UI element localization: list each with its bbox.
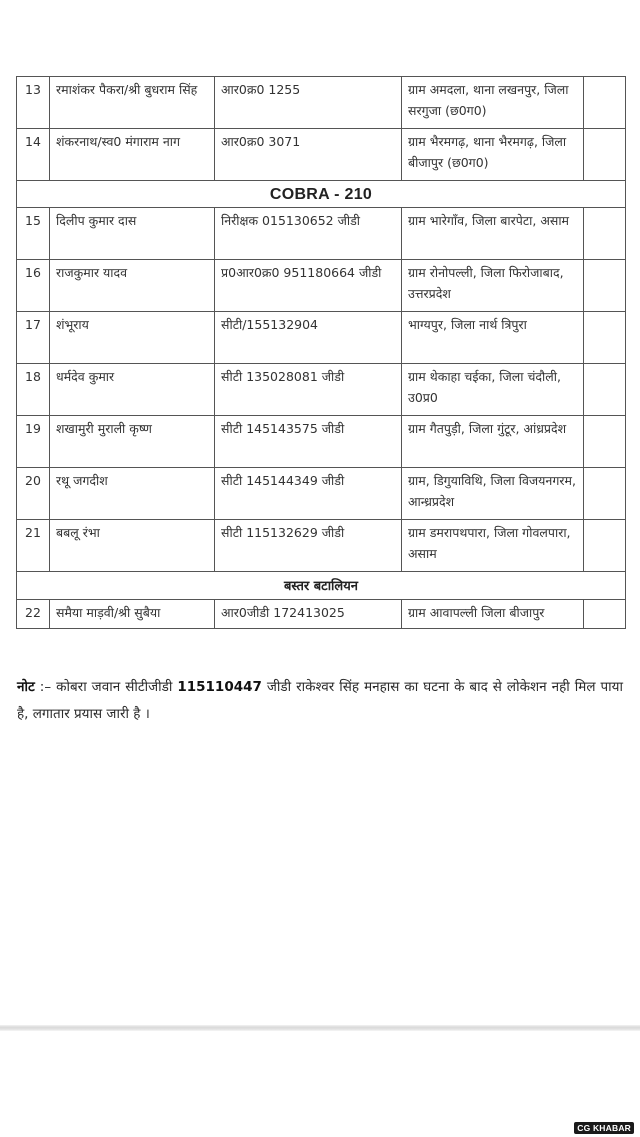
section-header-bastar [17, 572, 626, 600]
person-name: दिलीप कुमार दास [50, 208, 215, 260]
table-row [17, 129, 626, 181]
serial-number: 21 [17, 520, 50, 572]
person-name: समैया माड़वी/श्री सुबैया [50, 600, 215, 629]
service-id: प्र0आर0क्र0 951180664 जीडी [215, 260, 402, 312]
service-id: निरीक्षक 015130652 जीडी [215, 208, 402, 260]
serial-number: 13 [17, 77, 50, 129]
serial-number: 19 [17, 416, 50, 468]
address: ग्राम डमरापथपारा, जिला गोवलपारा, असाम [402, 520, 584, 572]
remark [584, 364, 626, 416]
person-name: रमाशंकर पैकरा/श्री बुधराम सिंह [50, 77, 215, 129]
note-separator: :– [34, 679, 57, 695]
person-name: राजकुमार यादव [50, 260, 215, 312]
address: ग्राम भारेगाँव, जिला बारपेटा, असाम [402, 208, 584, 260]
service-id: सीटी 115132629 जीडी [215, 520, 402, 572]
remark [584, 77, 626, 129]
service-id: सीटी 145144349 जीडी [215, 468, 402, 520]
table-row [17, 312, 626, 364]
remark [584, 312, 626, 364]
table-row [17, 364, 626, 416]
service-id: सीटी/155132904 [215, 312, 402, 364]
serial-number: 17 [17, 312, 50, 364]
address: भाग्यपुर, जिला नार्थ त्रिपुरा [402, 312, 584, 364]
address: ग्राम भैरमगढ़, थाना भैरमगढ़, जिला बीजापुर (छ0ग0) [402, 129, 584, 181]
table-row [17, 600, 626, 629]
person-name: शंकरनाथ/स्व0 मंगाराम नाग [50, 129, 215, 181]
address: ग्राम गैतपुड़ी, जिला गुंटूर, आंध्रप्रदेश [402, 416, 584, 468]
section-title: बस्तर बटालियन [283, 579, 358, 594]
casualty-table [16, 76, 626, 629]
person-name: शंभूराय [50, 312, 215, 364]
table-row [17, 260, 626, 312]
service-id: आर0क्र0 1255 [215, 77, 402, 129]
section-title: COBRA - 210 [269, 186, 373, 203]
serial-number: 18 [17, 364, 50, 416]
service-id: सीटी 145143575 जीडी [215, 416, 402, 468]
service-id: सीटी 135028081 जीडी [215, 364, 402, 416]
remark [584, 260, 626, 312]
person-name: शखामुरी मुराली कृष्ण [50, 416, 215, 468]
serial-number: 20 [17, 468, 50, 520]
note-paragraph [17, 674, 623, 728]
table-row [17, 208, 626, 260]
serial-number: 16 [17, 260, 50, 312]
remark [584, 600, 626, 629]
serial-number: 15 [17, 208, 50, 260]
remark [584, 520, 626, 572]
person-name: बबलू रंभा [50, 520, 215, 572]
note-service-number: 115110447 [177, 679, 262, 695]
serial-number: 22 [17, 600, 50, 629]
remark [584, 129, 626, 181]
address: ग्राम, डिगुयाविथि, जिला विजयनगरम, आन्ध्रप्रदेश [402, 468, 584, 520]
service-id: आर0जीडी 172413025 [215, 600, 402, 629]
note-text-end: जीडी राकेश्वर सिंह मनहास का घटना के बाद से लोकेशन नही मिल पाया है, लगातार प्रयास जारी है । [17, 679, 623, 722]
serial-number: 14 [17, 129, 50, 181]
remark [584, 468, 626, 520]
person-name: धर्मदेव कुमार [50, 364, 215, 416]
person-name: रथू जगदीश [50, 468, 215, 520]
address: ग्राम रोनोपल्ली, जिला फिरोजाबाद, उत्तरप्रदेश [402, 260, 584, 312]
watermark-logo: CG KHABAR [574, 1122, 634, 1134]
note-text-start: कोबरा जवान सीटीजीडी [56, 679, 178, 695]
address: ग्राम आवापल्ली जिला बीजापुर [402, 600, 584, 629]
address: ग्राम थेकाहा चईका, जिला चंदौली, उ0प्र0 [402, 364, 584, 416]
section-header-cobra [17, 181, 626, 208]
table-row [17, 520, 626, 572]
table-row [17, 416, 626, 468]
page-separator [0, 1025, 640, 1031]
table-row [17, 77, 626, 129]
address: ग्राम अमदला, थाना लखनपुर, जिला सरगुजा (छ0ग0) [402, 77, 584, 129]
remark [584, 208, 626, 260]
note-label: नोट [17, 679, 35, 695]
remark [584, 416, 626, 468]
table-row [17, 468, 626, 520]
service-id: आर0क्र0 3071 [215, 129, 402, 181]
